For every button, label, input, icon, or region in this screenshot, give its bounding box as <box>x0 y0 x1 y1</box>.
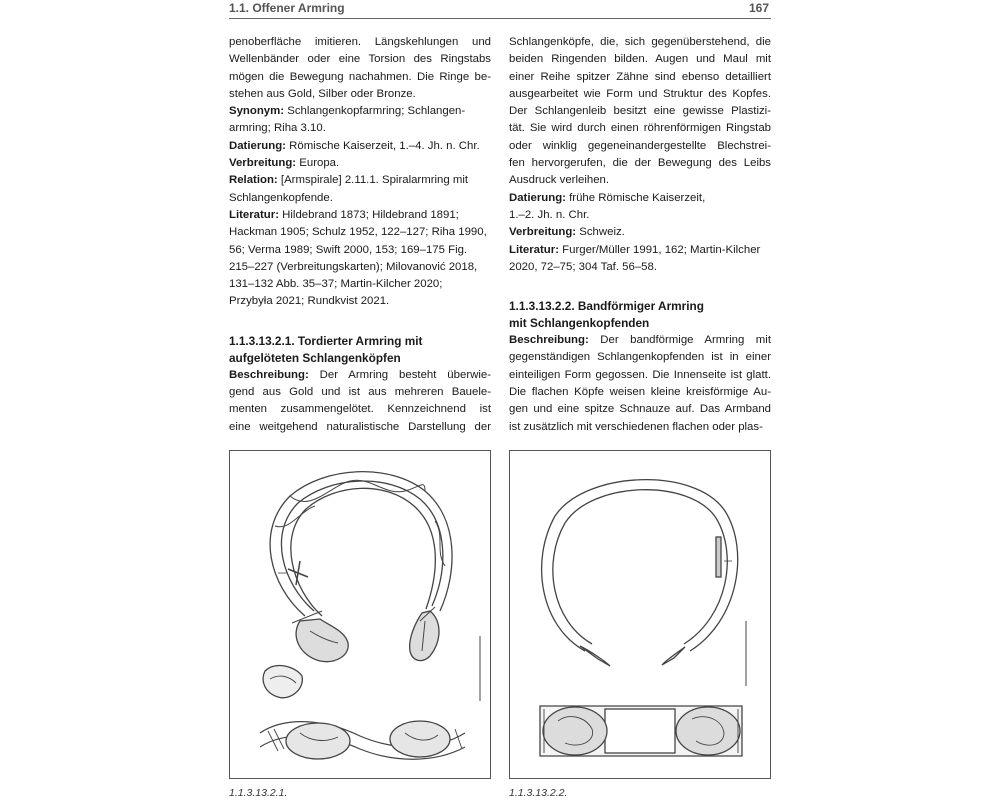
text-line: 2020, 72–75; 304 Taf. 56–58. <box>509 260 657 273</box>
text-line: menten zusammengelötet. Kennzeichnend ist <box>229 403 491 416</box>
dating-line: Datierung: frühe Römische Kaiserzeit, <box>509 191 706 204</box>
synonym-line: Synonym: Schlangenkopfarmring; Schlangen- <box>229 105 466 118</box>
spread-label: Verbreitung: <box>229 157 297 170</box>
description-line: Beschreibung: Der Armring besteht überwie- <box>229 368 491 381</box>
dating-label: Datierung: <box>229 139 286 152</box>
text-line: tät. Sie wird durch einen röhrenförmigen Ringstab <box>509 122 771 135</box>
figure-caption: 1.1.3.13.2.1. <box>229 787 288 799</box>
band-snake-armring-drawing-icon <box>510 451 770 778</box>
text-line: mögen die Bewegung nachahmen. Die Ringe be- <box>229 70 491 83</box>
text-line: Schlangenköpfe, die, sich gegenüberstehend, die <box>509 36 771 48</box>
literature-label: Literatur: <box>229 208 279 221</box>
section-title: 1.1. Offener Armring <box>229 1 345 15</box>
text-line: gend aus Gold und ist aus mehreren Bauele- <box>229 386 491 399</box>
text-line: Ausdruck verleihen. <box>509 174 610 187</box>
twisted-snake-armring-drawing-icon <box>230 451 490 778</box>
text-line: Die flachen Köpfe weisen kleine kreisförmige Au- <box>509 386 771 399</box>
text-line: penoberfläche imitieren. Längskehlungen und <box>229 36 491 48</box>
figure-band-armring <box>509 450 771 779</box>
entry-heading: aufgelöteten Schlangenköpfen <box>229 350 401 365</box>
left-column <box>229 34 491 436</box>
text-line: Der Schlangenleib besitzt eine gewisse Plastizi- <box>509 105 771 118</box>
text-line: armring; Riha 3.10. <box>229 122 326 135</box>
text-line: stehen aus Gold, Silber oder Bronze. <box>229 87 416 100</box>
text-line: ausgearbeitet wie Form und Struktur des Kopfes. <box>509 87 771 100</box>
text-line: Wellenbänder oder eine Torsion des Ringstabs <box>229 53 491 66</box>
literature-line: Literatur: Furger/Müller 1991, 162; Martin-Kilcher <box>509 243 761 256</box>
entry-heading: mit Schlangenkopfenden <box>509 316 650 331</box>
text-line: fen hervorgerufen, die der Bewegung des Leibs <box>509 157 771 170</box>
entry-heading: 1.1.3.13.2.1. Tordierter Armring mit <box>229 333 423 348</box>
entry-heading: 1.1.3.13.2.2. Bandförmiger Armring <box>509 299 704 314</box>
spread-line: Verbreitung: Schweiz. <box>509 226 625 239</box>
text-line: 131–132 Abb. 35–37; Martin-Kilcher 2020; <box>229 278 443 291</box>
literature-line: Literatur: Hildebrand 1873; Hildebrand 1891; <box>229 208 459 221</box>
text-line: eine weitgehend naturalistische Darstellung der <box>229 420 491 433</box>
dating-label: Datierung: <box>509 191 566 204</box>
text-line: Schlangenkopfende. <box>229 191 333 204</box>
text-line: 1.–2. Jh. n. Chr. <box>509 208 590 221</box>
figure-twisted-armring <box>229 450 491 779</box>
text-line: Przybyła 2021; Rundkvist 2021. <box>229 295 390 308</box>
relation-line: Relation: [Armspirale] 2.11.1. Spiralarmring mit <box>229 174 469 187</box>
text-line: ist zusätzlich mit verschiedenen flachen oder plas- <box>509 420 763 433</box>
text-line: einteiligen Form gegossen. Die Innenseite ist glatt. <box>509 368 771 381</box>
description-label: Beschreibung: <box>229 368 309 381</box>
relation-label: Relation: <box>229 174 278 187</box>
text-line: 215–227 (Verbreitungskarten); Milovanović 2018, <box>229 260 478 273</box>
right-column <box>509 34 771 436</box>
text-line: gen und eine spitze Schnauze auf. Das Armband <box>509 403 771 416</box>
text-line: 56; Verma 1989; Swift 2000, 153; 169–175 Fig. <box>229 243 468 256</box>
spread-label: Verbreitung: <box>509 226 577 239</box>
description-line: Beschreibung: Der bandförmige Armring mit <box>509 334 771 347</box>
literature-label: Literatur: <box>509 243 559 256</box>
figure-caption: 1.1.3.13.2.2. <box>509 787 568 799</box>
synonym-label: Synonym: <box>229 105 285 118</box>
text-line: einer Reihe spitzer Zähne sind ebenso detailliert <box>509 70 771 83</box>
running-header <box>229 0 771 19</box>
text-line: gegenständigen Schlangenkopfenden ist in einer <box>509 351 771 364</box>
dating-line: Datierung: Römische Kaiserzeit, 1.–4. Jh. n. Chr. <box>229 139 480 152</box>
spread-line: Verbreitung: Europa. <box>229 157 340 170</box>
page-number: 167 <box>748 1 769 15</box>
text-line: oder winklig gegeneinandergestellte Blechstrei- <box>509 139 771 152</box>
text-line: Hackman 1905; Schulz 1952, 122–127; Riha 1990, <box>229 226 487 239</box>
text-line: beiden Ringenden bilden. Augen und Maul mit <box>509 53 771 66</box>
description-label: Beschreibung: <box>509 334 589 347</box>
